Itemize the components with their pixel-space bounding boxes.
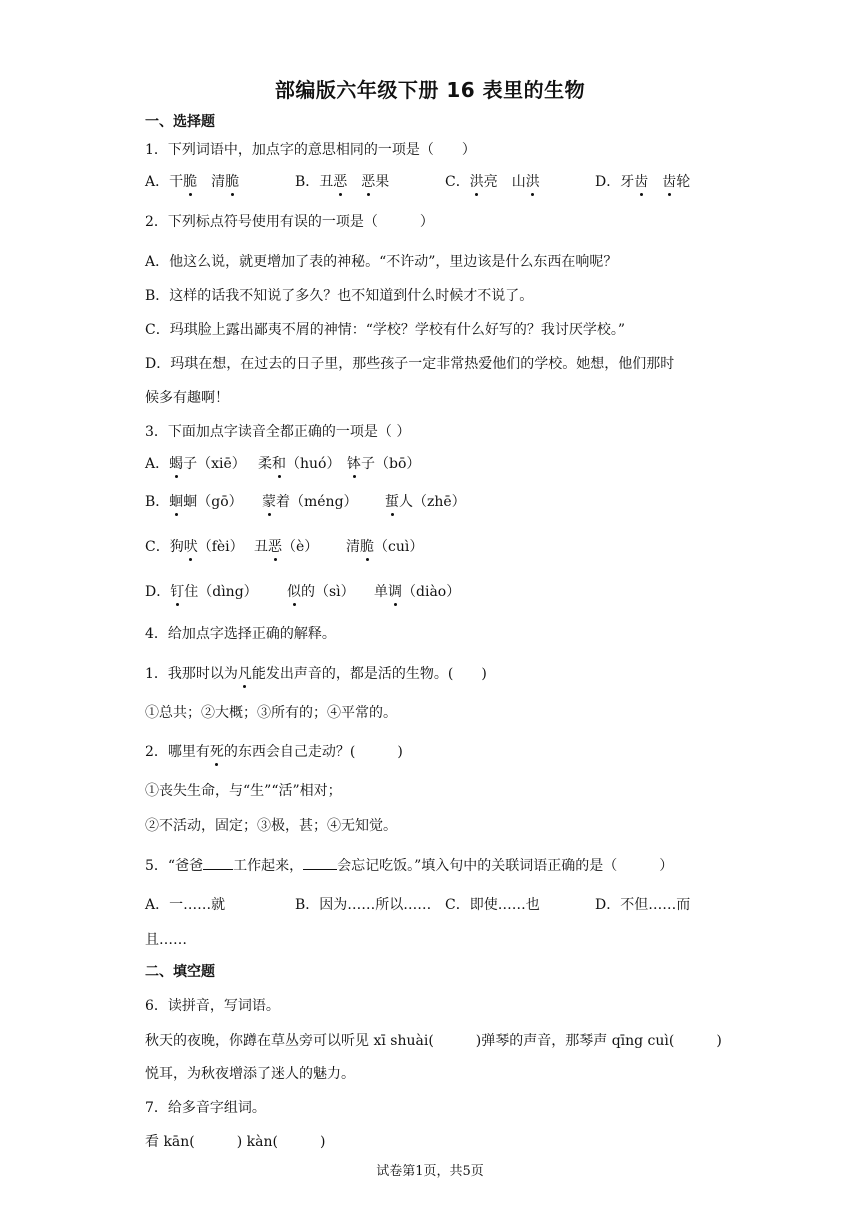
q3-stem: 3．下面加点字读音全都正确的一项是（ ） (145, 424, 411, 440)
q3-option-a-2: 柔和（huó） (258, 456, 341, 472)
q4-sentence-1: 1．我那时以为凡能发出声音的，都是活的生物。( ) (145, 666, 487, 682)
q2-option-d-continued: 候多有趣啊！ (145, 390, 229, 406)
page-title: 部编版六年级下册 16 表里的生物 (274, 78, 586, 102)
q7-stem: 7．给多音字组词。 (145, 1100, 266, 1116)
q6-line-2: 悦耳，为秋夜增添了迷人的魅力。 (145, 1066, 355, 1082)
q5-blank-1 (203, 855, 233, 870)
q3-option-a-3: 钵子（bō） (347, 456, 421, 472)
page-footer: 试卷第1页，共5页 (376, 1164, 484, 1179)
q3-option-d-2: 似的（sì） (287, 584, 355, 600)
q2-option-a: A．他这么说，就更增加了表的神秘。“不许动”，里边该是什么东西在响呢？ (145, 254, 618, 270)
q7-line-1: 看 kān( ) kàn( ) (145, 1134, 326, 1150)
q5-option-a: A．一……就 (145, 897, 226, 913)
q3-option-b-3: 蜇人（zhē） (385, 494, 466, 510)
q5-stem: 5．“爸爸 工作起来， 会忘记吃饭。”填入句中的关联词语正确的是（ ） (145, 855, 673, 876)
q4-sentence-1-options: ①总共；②大概；③所有的；④平常的。 (145, 705, 397, 721)
q4-sentence-2-options-2: ②不活动，固定；③极，甚；④无知觉。 (145, 818, 397, 834)
q3-option-d-1: D．钉住（dìng） (145, 584, 258, 600)
q5-blank-2 (303, 855, 337, 870)
q1-option-b: B．丑恶 恶果 (295, 174, 390, 190)
q3-option-d-3: 单调（diào） (374, 584, 461, 600)
q5-option-d-continued: 且…… (145, 932, 187, 948)
q2-stem: 2．下列标点符号使用有误的一项是（ ） (145, 214, 434, 230)
q3-option-b-2: 蒙着（méng） (262, 494, 358, 510)
q6-line-1: 秋天的夜晚，你蹲在草丛旁可以听见 xī shuài( )弹琴的声音，那琴声 qīng cuì( ) (145, 1033, 722, 1049)
section-heading-choice: 一、选择题 (145, 114, 215, 130)
q4-stem: 4．给加点字选择正确的解释。 (145, 626, 336, 642)
q5-option-b: B．因为……所以…… (295, 897, 432, 913)
q3-option-c-1: C．狗吠（fèi） (145, 539, 244, 555)
q3-option-c-3: 清脆（cuì） (346, 539, 424, 555)
q5-option-d: D．不但……而 (595, 897, 691, 913)
q3-option-c-2: 丑恶（è） (254, 539, 319, 555)
q1-option-d: D．牙齿 齿轮 (595, 174, 691, 190)
q3-option-a-1: A．蝎子（xiē） (145, 456, 246, 472)
q4-sentence-2: 2．哪里有死的东西会自己走动？( ) (145, 744, 403, 760)
section-heading-fill: 二、填空题 (145, 964, 215, 980)
q6-stem: 6．读拼音，写词语。 (145, 998, 280, 1014)
q1-stem: 1．下列词语中，加点字的意思相同的一项是（ ） (145, 142, 476, 158)
q2-option-d: D．玛琪在想，在过去的日子里，那些孩子一定非常热爱他们的学校。她想，他们那时 (145, 356, 675, 372)
q1-option-a: A．干脆 清脆 (145, 174, 240, 190)
q1-option-c: C．洪亮 山洪 (445, 174, 540, 190)
q4-sentence-2-options-1: ①丧失生命，与“生”“活”相对； (145, 783, 342, 799)
q3-option-b-1: B．蛔蛔（gō） (145, 494, 243, 510)
q5-option-c: C．即使……也 (445, 897, 540, 913)
q2-option-c: C．玛琪脸上露出鄙夷不屑的神情：“学校？学校有什么好写的？我讨厌学校。” (145, 322, 626, 338)
q2-option-b: B．这样的话我不知说了多久？也不知道到什么时候才不说了。 (145, 288, 534, 304)
